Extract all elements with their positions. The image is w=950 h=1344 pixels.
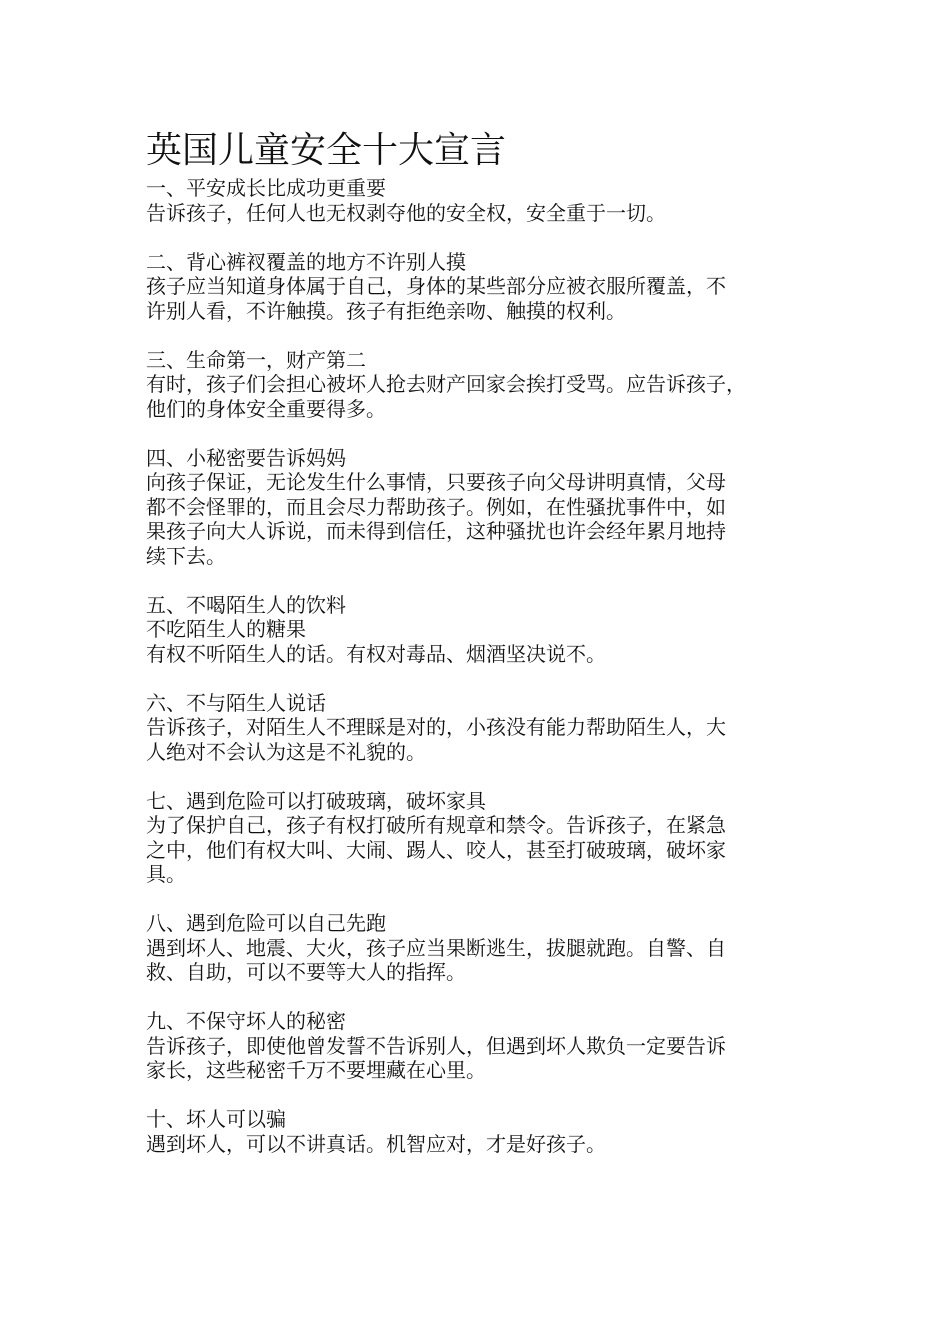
section-7 bbox=[146, 789, 826, 887]
section-body-line: 家长，这些秘密千万不要埋藏在心里。 bbox=[146, 1058, 486, 1082]
section-body-line: 孩子应当知道身体属于自己，身体的某些部分应被衣服所覆盖，不 bbox=[146, 274, 726, 298]
section-3 bbox=[146, 348, 826, 422]
section-body-line: 不吃陌生人的糖果 bbox=[146, 617, 306, 641]
section-body-line: 遇到坏人、地震、大火，孩子应当果断逃生，拔腿就跑。自警、自 bbox=[146, 935, 726, 960]
section-heading: 七、遇到危险可以打破玻璃，破坏家具 bbox=[146, 788, 486, 813]
section-body-line: 告诉孩子，任何人也无权剥夺他的安全权，安全重于一切。 bbox=[146, 200, 666, 225]
section-1 bbox=[146, 176, 826, 225]
section-body-line: 他们的身体安全重要得多。 bbox=[146, 396, 386, 421]
section-body-line: 告诉孩子，即使他曾发誓不告诉别人，但遇到坏人欺负一定要告诉 bbox=[146, 1033, 726, 1058]
section-heading: 四、小秘密要告诉妈妈 bbox=[146, 445, 346, 470]
section-body-line: 具。 bbox=[146, 862, 186, 886]
section-body-line: 之中，他们有权大叫、大闹、踢人、咬人，甚至打破玻璃，破坏家 bbox=[146, 837, 726, 862]
section-body-line: 遇到坏人，可以不讲真话。机智应对，才是好孩子。 bbox=[146, 1131, 606, 1156]
section-heading: 八、遇到危险可以自己先跑 bbox=[146, 911, 386, 935]
section-body-line: 向孩子保证，无论发生什么事情，只要孩子向父母讲明真情，父母 bbox=[146, 470, 726, 494]
section-heading: 九、不保守坏人的秘密 bbox=[146, 1009, 346, 1033]
section-body-line: 人绝对不会认为这是不礼貌的。 bbox=[146, 739, 426, 764]
section-body-line: 都不会怪罪的，而且会尽力帮助孩子。例如，在性骚扰事件中，如 bbox=[146, 494, 726, 519]
section-heading: 三、生命第一，财产第二 bbox=[146, 347, 366, 372]
section-body-line: 为了保护自己，孩子有权打破所有规章和禁令。告诉孩子，在紧急 bbox=[146, 813, 726, 837]
section-body-line: 果孩子向大人诉说，而未得到信任，这种骚扰也许会经年累月地持 bbox=[146, 519, 726, 543]
section-body-line: 许别人看，不许触摸。孩子有拒绝亲吻、触摸的权利。 bbox=[146, 298, 626, 323]
section-heading: 十、坏人可以骗 bbox=[146, 1107, 286, 1131]
section-body-line: 救、自助，可以不要等大人的指挥。 bbox=[146, 960, 466, 984]
section-body-line: 续下去。 bbox=[146, 543, 226, 568]
document-page bbox=[146, 126, 826, 1181]
section-body-line: 有时，孩子们会担心被坏人抢去财产回家会挨打受骂。应告诉孩子， bbox=[146, 372, 746, 396]
section-10 bbox=[146, 1107, 826, 1156]
section-heading: 二、背心裤衩覆盖的地方不许别人摸 bbox=[146, 249, 466, 274]
section-9 bbox=[146, 1009, 826, 1083]
section-heading: 五、不喝陌生人的饮料 bbox=[146, 592, 346, 617]
document-title: 英国儿童安全十大宣言 bbox=[146, 130, 507, 171]
section-body-line: 告诉孩子，对陌生人不理睬是对的，小孩没有能力帮助陌生人，大 bbox=[146, 715, 726, 739]
section-8 bbox=[146, 911, 826, 985]
section-heading: 一、平安成长比成功更重要 bbox=[146, 176, 386, 200]
section-4 bbox=[146, 446, 826, 569]
section-2 bbox=[146, 250, 826, 324]
section-heading: 六、不与陌生人说话 bbox=[146, 690, 326, 715]
section-body-line: 有权不听陌生人的话。有权对毒品、烟酒坚决说不。 bbox=[146, 641, 606, 666]
sections-list bbox=[146, 176, 826, 1156]
section-5 bbox=[146, 593, 826, 667]
section-6 bbox=[146, 691, 826, 765]
